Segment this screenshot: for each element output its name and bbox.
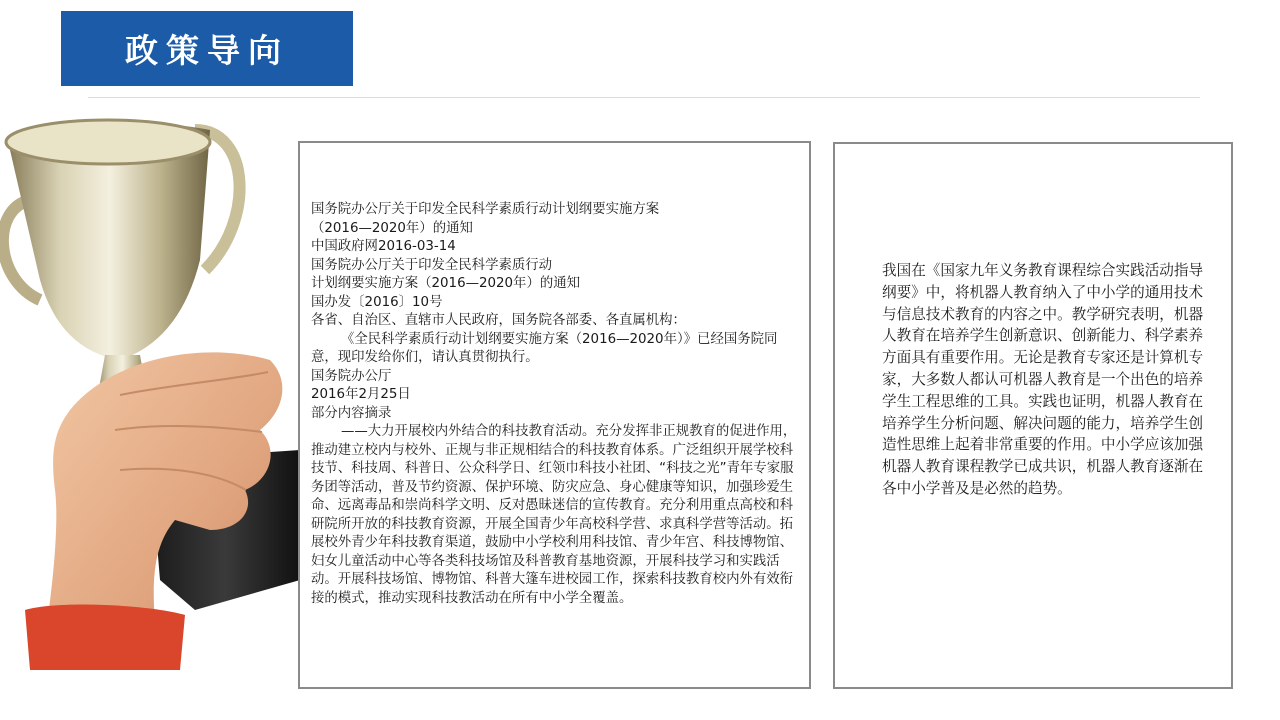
notice-line: 部分内容摘录 (311, 405, 392, 421)
robot-education-panel (833, 142, 1233, 689)
notice-line: 2016年2月25日 (311, 387, 411, 402)
notice-line: （2016—2020年）的通知 (311, 220, 473, 236)
notice-line: 中国政府网2016-03-14 (311, 239, 456, 254)
notice-line: 计划纲要实施方案（2016—2020年）的通知 (311, 276, 581, 291)
notice-line: 国务院办公厅关于印发全民科学素质行动 (311, 257, 553, 273)
policy-notice-panel (298, 141, 811, 689)
notice-line: 国务院办公厅关于印发全民科学素质行动计划纲要实施方案 (311, 202, 660, 217)
trophy-icon (0, 110, 300, 670)
notice-line: 国务院办公厅 (311, 368, 392, 384)
robot-education-text: 我国在《国家九年义务教育课程综合实践活动指导纲要》中，将机器人教育纳入了中小学的通用技术与信息技术教育的内容之中。教学研究表明，机器人教育在培养学生创新意识、创新能力、科学素养方面具有重要作用。无论是教育专家还是计算机专家，大多数人都认可机器人教育是一个出色的培养学生工程思维的工具。实践也证明，机器人教育在培养学生分析问题、解决问题的能力，培养学生创造性思维上起着非常重要的作用。中小学应该加强机器人教育课程教学已成共识，机器人教育逐渐在各中小学普及是必然的趋势。 (882, 262, 1204, 497)
excerpt-paragraph: ——大力开展校内外结合的科技教育活动。充分发挥非正规教育的促进作用，推动建立校内与校外、正规与非正规相结合的科技教育体系。广泛组织开展学校科技节、科技周、科普日、公众科学日、红领巾科技小社团、“科技之光”青年专家服务团等活动，普及节约资源、保护环境、防灾应急、身心健康等知识，加强珍爱生命、远离毒品和崇尚科学文明、反对愚昧迷信的宣传教育。充分利用重点高校和科研院所开放的科技教育资源，开展全国青少年高校科学营、求真科学营等活动。拓展校外青少年科技教育渠道，鼓励中小学校利用科技馆、青少年宫、科技博物馆、妇女儿童活动中心等各类科技场馆及科普教育基地资源，开展科技学习和实践活动。开展科技场馆、博物馆、科普大篷车进校园工作，探索科技教育校内外有效衔接的模式，推动实现科技教活动在所有中小学全覆盖。 (311, 424, 797, 606)
notice-line: 各省、自治区、直辖市人民政府，国务院各部委、各直属机构： (311, 313, 686, 328)
notice-paragraph: 《全民科学素质行动计划纲要实施方案（2016—2020年）》已经国务院同意，现印发给你们，请认真贯彻执行。 (311, 331, 778, 365)
header-divider (88, 97, 1200, 98)
title-banner (61, 11, 353, 86)
notice-line: 国办发〔2016〕10号 (311, 294, 443, 310)
page-title: 政策导向 (125, 31, 289, 70)
policy-notice-text (311, 201, 799, 608)
